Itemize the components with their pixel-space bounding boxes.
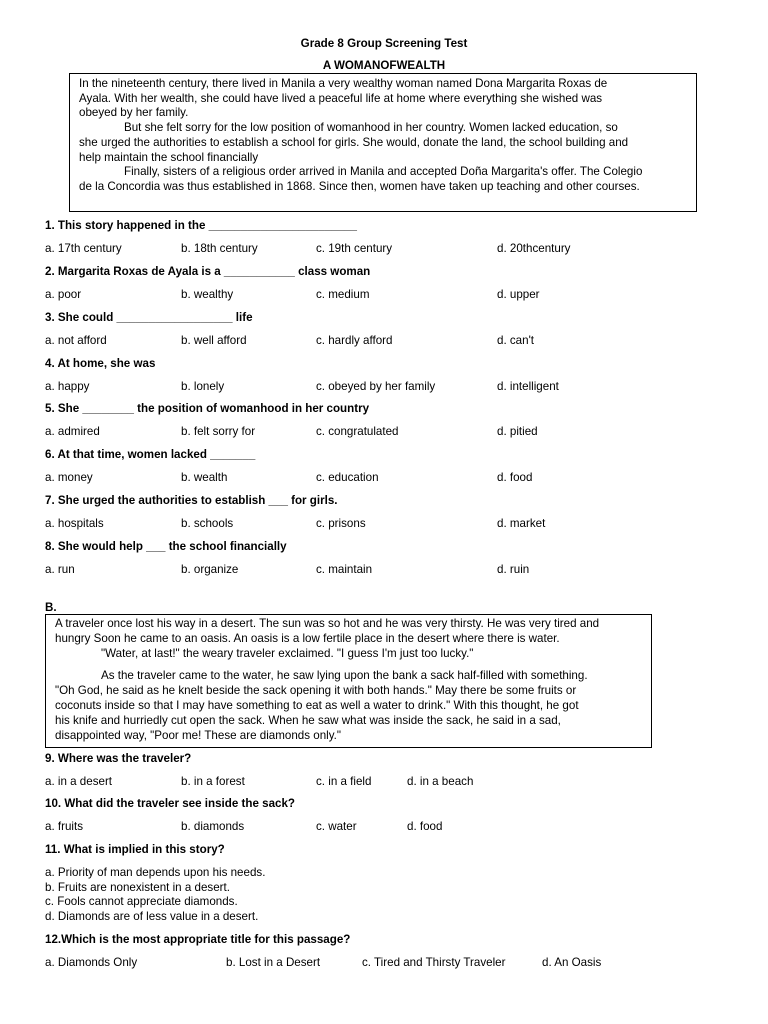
story-title: A WOMANOFWEALTH: [322, 59, 446, 72]
answer-option: d. Diamonds are of less value in a desert.: [45, 910, 259, 923]
answer-option: d. food: [407, 820, 443, 833]
question-text: 9. Where was the traveler?: [45, 752, 192, 765]
answer-option: c. congratulated: [316, 425, 399, 438]
answer-option: d. pitied: [497, 425, 538, 438]
question-text: 6. At that time, women lacked _______: [45, 448, 256, 461]
answer-option: d. can't: [497, 334, 535, 347]
answer-option: b. well afford: [181, 334, 247, 347]
answer-option: b. wealth: [181, 471, 228, 484]
question-text: 1. This story happened in the _______________________: [45, 219, 357, 232]
answer-option: b. Fruits are nonexistent in a desert.: [45, 881, 230, 894]
passage-line: help maintain the school financially: [79, 151, 259, 164]
question-text: 10. What did the traveler see inside the sack?: [45, 797, 296, 810]
passage-line: In the nineteenth century, there lived in Manila a very wealthy woman named Dona Margarita Roxas de: [79, 77, 608, 90]
answer-option: b. diamonds: [181, 820, 245, 833]
answer-option: b. Lost in a Desert: [226, 956, 321, 969]
passage-line: As the traveler came to the water, he saw lying upon the bank a sack half-filled with something.: [101, 669, 588, 682]
answer-option: d. upper: [497, 288, 540, 301]
answer-option: a. not afford: [45, 334, 107, 347]
question-text: 7. She urged the authorities to establish ___ for girls.: [45, 494, 338, 507]
answer-option: b. wealthy: [181, 288, 234, 301]
answer-option: a. run: [45, 563, 75, 576]
answer-option: c. medium: [316, 288, 370, 301]
question-text: 3. She could __________________ life: [45, 311, 253, 324]
answer-option: d. An Oasis: [542, 956, 602, 969]
passage-line: obeyed by her family.: [79, 106, 189, 119]
answer-option: b. in a forest: [181, 775, 245, 788]
question-text: 12.Which is the most appropriate title for this passage?: [45, 933, 351, 946]
passage-line: disappointed way, "Poor me! These are diamonds only.": [55, 729, 341, 742]
answer-option: d. in a beach: [407, 775, 474, 788]
answer-option: a. hospitals: [45, 517, 104, 530]
question-text: 8. She would help ___ the school financially: [45, 540, 287, 553]
passage-line: his knife and hurriedly cut open the sack. When he saw what was inside the sack, he said in a sad,: [55, 714, 561, 727]
answer-option: a. Diamonds Only: [45, 956, 138, 969]
answer-option: a. money: [45, 471, 93, 484]
passage-line: A traveler once lost his way in a desert. The sun was so hot and he was very thirsty. He was very tired and: [55, 617, 600, 630]
question-text: 2. Margarita Roxas de Ayala is a ___________ class woman: [45, 265, 371, 278]
answer-option: a. admired: [45, 425, 100, 438]
passage-line: de la Concordia was thus established in 1868. Since then, women have taken up teaching and other courses.: [79, 180, 640, 193]
answer-option: a. Priority of man depends upon his needs.: [45, 866, 266, 879]
answer-option: c. prisons: [316, 517, 366, 530]
answer-option: d. ruin: [497, 563, 530, 576]
answer-option: c. Fools cannot appreciate diamonds.: [45, 895, 238, 908]
answer-option: b. schools: [181, 517, 234, 530]
passage-line: "Oh God, he said as he knelt beside the sack opening it with both hands." May there be some fruits or: [55, 684, 577, 697]
answer-option: c. Tired and Thirsty Traveler: [362, 956, 506, 969]
question-text: 11. What is implied in this story?: [45, 843, 225, 856]
passage-line: she urged the authorities to establish a school for girls. She would, donate the land, the school building and: [79, 136, 629, 149]
passage-line: coconuts inside so that I may have something to eat as well a water to drink." With this thought, he got: [55, 699, 579, 712]
question-text: 4. At home, she was: [45, 357, 156, 370]
page-title: Grade 8 Group Screening Test: [300, 37, 468, 50]
answer-option: a. happy: [45, 380, 90, 393]
answer-option: b. organize: [181, 563, 239, 576]
answer-option: c. water: [316, 820, 357, 833]
answer-option: a. in a desert: [45, 775, 113, 788]
answer-option: c. education: [316, 471, 379, 484]
answer-option: d. market: [497, 517, 546, 530]
answer-option: d. food: [497, 471, 533, 484]
answer-option: c. hardly afford: [316, 334, 393, 347]
passage-line: "Water, at last!" the weary traveler exclaimed. "I guess I'm just too lucky.": [101, 647, 474, 660]
answer-option: a. poor: [45, 288, 82, 301]
answer-option: a. 17th century: [45, 242, 122, 255]
passage-line: Ayala. With her wealth, she could have lived a peaceful life at home where everything she wished was: [79, 92, 603, 105]
answer-option: d. intelligent: [497, 380, 559, 393]
answer-option: d. 20thcentury: [497, 242, 571, 255]
answer-option: a. fruits: [45, 820, 84, 833]
passage-line: Finally, sisters of a religious order arrived in Manila and accepted Doña Margarita's offer. The Colegio: [124, 165, 643, 178]
answer-option: c. in a field: [316, 775, 372, 788]
answer-option: c. maintain: [316, 563, 373, 576]
answer-option: c. obeyed by her family: [316, 380, 436, 393]
answer-option: c. 19th century: [316, 242, 393, 255]
answer-option: b. lonely: [181, 380, 225, 393]
passage-line: hungry Soon he came to an oasis. An oasis is a low fertile place in the desert where there is water.: [55, 632, 560, 645]
question-text: 5. She ________ the position of womanhood in her country: [45, 402, 370, 415]
answer-option: b. felt sorry for: [181, 425, 256, 438]
section-label: B.: [45, 601, 57, 614]
answer-option: b. 18th century: [181, 242, 258, 255]
passage-line: But she felt sorry for the low position of womanhood in her country. Women lacked education, so: [124, 121, 618, 134]
